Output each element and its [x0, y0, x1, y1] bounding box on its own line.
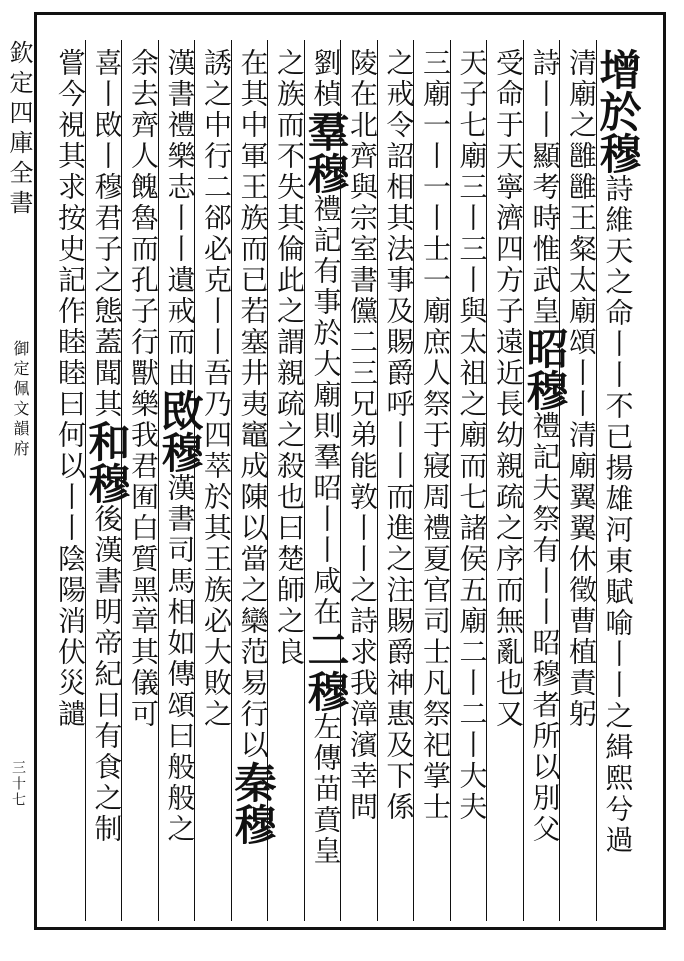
entry-text: 劉楨 [309, 48, 343, 110]
entry-text: 嘗今視其求按史記作睦睦 [54, 48, 87, 389]
entry-text: 誘之中行二郤必克丨丨吾乃四萃於其王族必大敗之 [200, 48, 233, 730]
entry-text: 余去齊人餽魯而孔子行 [127, 48, 160, 358]
entry-text: 詩維天之命丨丨不已揚雄河東賦喻丨丨之緝熙兮過 [601, 174, 635, 856]
entry-heading: 秦穆 [228, 761, 278, 845]
entry-heading: 和穆 [82, 420, 132, 504]
entry-text: 禮記夫祭有丨丨昭穆者所以別父 [528, 411, 562, 845]
entry-heading: 羣穆 [301, 110, 351, 194]
entry-text: 子遠近長幼親疏之序而無亂也又 [492, 296, 525, 730]
entry-text: 後漢書明帝紀日有食之制 [90, 504, 124, 845]
entry-text: 禮記有事於大廟則羣昭丨丨咸在 [309, 194, 343, 628]
book-title: 御定佩文韻府 [11, 340, 30, 460]
entry-text: 在其中軍王族而已若塞井夷竈成陳以當之欒范易行以 [236, 48, 270, 761]
entry-text: 漢書禮樂志丨丨遺戒而由 [163, 48, 197, 389]
page-gutter [4, 40, 40, 920]
entry-text: 天子七廟三丨三丨與太祖之廟而七諸侯五廟二丨二丨大夫 [455, 48, 489, 823]
entry-text: 喜丨敃丨穆君子之態蓋聞其 [90, 48, 124, 420]
entry-heading: 增於穆 [593, 48, 643, 174]
entry-text: 受命于天寧濟四方 [492, 48, 525, 296]
entry-text: 清廟之雝雝王粲太廟頌丨丨清廟翼翼休徵曹植責躬 [565, 48, 598, 730]
book-header: 欽定四庫全書 [5, 40, 33, 220]
entry-heading: 敃穆 [155, 389, 205, 473]
entry-text: 左傳苗賁皇 [309, 712, 343, 867]
page-number: 三十七 [10, 760, 26, 808]
entry-text: 陵在北齊與宗室書儻二三兄弟能敦丨丨之詩求我漳濱幸問 [346, 48, 379, 823]
entry-text: 詩丨丨顯考時惟武皇 [528, 48, 562, 327]
entry-text: 獸樂我君囿白質黑章其儀可 [127, 358, 160, 730]
entry-text: 三廟一丨一丨士一廟庶人祭于寢周禮夏官司士凡祭祀掌士 [419, 48, 452, 823]
entry-text: 之族而不失其倫此之謂親疏之殺也 [273, 48, 306, 513]
entry-text: 漢書司馬相如傳頌曰般般之 [163, 473, 197, 845]
text-column [48, 48, 92, 928]
entry-heading: 二穆 [301, 628, 351, 712]
entry-text: 曰楚師之良 [273, 513, 306, 668]
entry-text: 之戒令詔相其法事及賜爵呼丨丨而進之注賜爵神惠及下係 [382, 48, 416, 823]
entry-text: 曰何以丨丨陰陽消伏災譴 [54, 389, 87, 730]
entry-heading: 昭穆 [520, 327, 570, 411]
